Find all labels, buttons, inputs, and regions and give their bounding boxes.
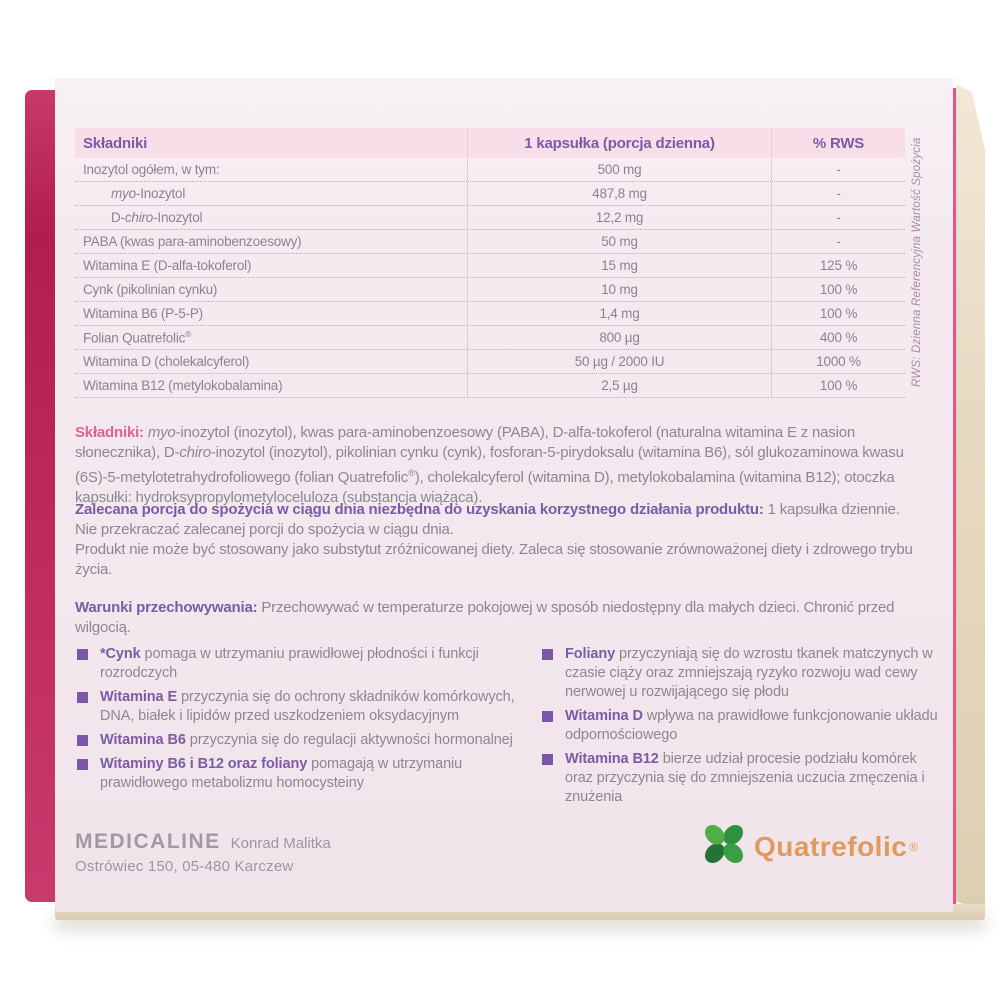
benefit-lead: *Cynk xyxy=(100,646,141,662)
benefit-item xyxy=(75,645,523,683)
text-part: PABA (kwas para-aminobenzoesowy) xyxy=(83,234,302,249)
benefit-text xyxy=(100,755,523,793)
bullet-square-icon xyxy=(542,754,553,765)
benefit-text xyxy=(565,645,939,702)
manufacturer-row xyxy=(75,830,331,854)
cell-amount: 487,8 mg xyxy=(467,182,771,205)
text-part: -Inozytol xyxy=(153,210,203,225)
clover-icon xyxy=(700,820,748,873)
cell-rws: 100 % xyxy=(771,374,905,397)
cell-amount: 12,2 mg xyxy=(467,206,771,229)
table-row xyxy=(75,350,905,374)
text-part: Inozytol ogółem, w tym: xyxy=(83,162,220,177)
cell-rws: - xyxy=(771,230,905,253)
benefit-rest: wpływa na prawidłowe funkcjonowanie układu odpornościowego xyxy=(565,708,938,743)
bullet-square-icon xyxy=(77,649,88,660)
cell-rws: - xyxy=(771,182,905,205)
benefit-rest: pomaga w utrzymaniu prawidłowej płodności i funkcji rozrodczych xyxy=(100,646,479,681)
ingredients-label: Składniki: xyxy=(75,424,144,441)
benefit-rest: przyczynia się do regulacji aktywności hormonalnej xyxy=(185,732,513,748)
bullet-square-icon xyxy=(77,692,88,703)
header-per-capsule: 1 kapsułka (porcja dzienna) xyxy=(467,128,771,158)
manufacturer-block xyxy=(75,830,331,875)
dosage-line-1-rest: 1 kapsułka dziennie. xyxy=(763,501,900,518)
dosage-label: Zalecana porcja do spożycia w ciągu dnia niezbędna do uzyskania korzystnego działania produktu: xyxy=(75,501,764,518)
dosage-paragraph xyxy=(75,500,939,580)
cell-rws: 125 % xyxy=(771,254,905,277)
text-part: Cynk (pikolinian cynku) xyxy=(83,282,218,297)
cell-ingredient xyxy=(75,378,467,393)
header-ingredient: Składniki xyxy=(83,134,148,152)
ingredients-text xyxy=(75,424,904,506)
cell-ingredient xyxy=(75,306,467,321)
text-part: ® xyxy=(408,468,415,478)
table-row xyxy=(75,230,905,254)
cell-ingredient xyxy=(75,234,467,249)
nutrition-table xyxy=(75,128,905,398)
box-right-flap xyxy=(956,84,985,910)
registered-trademark-icon: ® xyxy=(909,839,919,854)
cell-amount: 15 mg xyxy=(467,254,771,277)
cell-amount: 800 µg xyxy=(467,326,771,349)
benefit-text xyxy=(100,731,513,750)
cell-rws: - xyxy=(771,158,905,181)
cell-rws: 1000 % xyxy=(771,350,905,373)
bullet-square-icon xyxy=(542,711,553,722)
cell-ingredient xyxy=(75,210,467,225)
text-part: chiro xyxy=(124,210,154,225)
benefit-item xyxy=(75,731,523,750)
benefit-lead: Witaminy B6 i B12 oraz foliany xyxy=(100,756,308,772)
text-part: ® xyxy=(185,329,192,340)
table-row xyxy=(75,182,905,206)
benefit-lead: Witamina B6 xyxy=(100,732,186,748)
text-part: -inozytol (inozytol), kwas para-aminobenzoesowy (PABA), D-alfa-tokoferol (naturalna witamina E z nasion słonecznika), D- xyxy=(75,424,855,461)
benefit-item xyxy=(540,750,939,807)
benefit-lead: Witamina E xyxy=(100,689,178,705)
benefit-lead: Witamina B12 xyxy=(565,751,659,767)
bullet-square-icon xyxy=(77,759,88,770)
cell-ingredient xyxy=(75,354,467,369)
cell-amount: 2,5 µg xyxy=(467,374,771,397)
box-left-edge xyxy=(25,90,56,902)
storage-label: Warunki przechowywania: xyxy=(75,599,258,616)
cell-ingredient xyxy=(75,329,467,346)
cell-rws: - xyxy=(771,206,905,229)
table-row xyxy=(75,278,905,302)
table-row xyxy=(75,326,905,350)
cell-ingredient xyxy=(75,186,467,201)
cell-amount: 50 µg / 2000 IU xyxy=(467,350,771,373)
cell-rws: 100 % xyxy=(771,302,905,325)
benefit-text xyxy=(100,688,523,726)
ingredients-paragraph xyxy=(75,423,939,508)
cell-amount: 50 mg xyxy=(467,230,771,253)
benefit-item xyxy=(540,707,939,745)
header-rws: % RWS xyxy=(771,128,905,158)
storage-text: Przechowywać w temperaturze pokojowej w sposób niedostępny dla małych dzieci. Chronić przed wilgocią. xyxy=(75,599,895,636)
cell-amount: 10 mg xyxy=(467,278,771,301)
benefit-item xyxy=(75,755,523,793)
benefit-rest: przyczynia się do ochrony składników komórkowych, DNA, białek i lipidów przed uszkodzeniem oksydacyjnym xyxy=(100,689,515,724)
cell-rws: 400 % xyxy=(771,326,905,349)
text-part: ), cholekalcyferol (witamina D), metylokobalamina (witamina B12); otoczka kapsułki: hydroksypropylometyloceluloza (substancja wiążąca). xyxy=(75,469,895,506)
text-part: D- xyxy=(111,210,125,225)
text-part: Witamina E (D-alfa-tokoferol) xyxy=(83,258,252,273)
benefit-text xyxy=(565,707,939,745)
benefit-item xyxy=(540,645,939,702)
dosage-line-2: Nie przekraczać zalecanej porcji do spożycia w ciągu dnia. xyxy=(75,521,454,538)
table-row xyxy=(75,302,905,326)
text-part: myo xyxy=(147,424,176,441)
text-part: -Inozytol xyxy=(135,186,186,201)
table-body xyxy=(75,158,905,398)
benefit-item xyxy=(75,688,523,726)
cell-ingredient xyxy=(75,282,467,297)
nutrition-table-header xyxy=(75,128,905,158)
table-row xyxy=(75,158,905,182)
benefit-text xyxy=(565,750,939,807)
storage-paragraph xyxy=(75,598,939,638)
text-part: Witamina B6 (P-5-P) xyxy=(83,306,203,321)
text-part: Witamina B12 (metylokobalamina) xyxy=(83,378,283,393)
table-row xyxy=(75,374,905,398)
quatrefolic-wordmark: Quatrefolic xyxy=(754,830,908,862)
bullet-square-icon xyxy=(77,735,88,746)
benefit-rest: przyczyniają się do wzrostu tkanek matczynych w czasie ciąży oraz zmniejszają ryzyko rozwoju wad cewy nerwowej u rozwijającego się płodu xyxy=(565,646,933,700)
cell-amount: 1,4 mg xyxy=(467,302,771,325)
cell-ingredient xyxy=(75,258,467,273)
dosage-line-3: Produkt nie może być stosowany jako substytut zróżnicowanej diety. Zaleca się stosowanie zrównoważonej diety i zdrowego trybu życia. xyxy=(75,541,913,578)
text-part: Witamina D (cholekalcyferol) xyxy=(83,354,250,369)
cell-rws: 100 % xyxy=(771,278,905,301)
text-part: myo xyxy=(111,186,136,201)
dosage-line-1 xyxy=(75,500,939,520)
supplement-box-back-panel xyxy=(25,78,985,924)
text-part: -inozytol (inozytol), pikolinian cynku (cynk), fosforan-5-pirydoksalu (witamina B6), sól glukozaminowa kwasu (6S)-5-metylotetrahydrofoliowego (folian Quatrefolic xyxy=(75,444,904,486)
text-part: chiro xyxy=(179,444,211,461)
table-row xyxy=(75,206,905,230)
bullet-square-icon xyxy=(542,649,553,660)
benefits-column-left xyxy=(75,645,523,812)
label-panel xyxy=(55,78,953,912)
benefits-column-right xyxy=(540,645,939,812)
text-part: Folian Quatrefolic xyxy=(83,330,186,346)
rws-side-note: RWS: Dzienna Referencyjna Wartość Spożycia xyxy=(911,137,923,387)
benefit-text xyxy=(100,645,523,683)
benefit-rest: pomagają w utrzymaniu prawidłowego metabolizmu homocysteiny xyxy=(100,756,463,791)
cell-amount: 500 mg xyxy=(467,158,771,181)
quatrefolic-logo xyxy=(700,820,918,873)
benefits-section xyxy=(75,645,939,812)
manufacturer-person: Konrad Malitka xyxy=(230,835,331,852)
table-row xyxy=(75,254,905,278)
benefit-rest: bierze udział procesie podziału komórek oraz przyczynia się do zmniejszenia uczucia zmęczenia i znużenia xyxy=(565,751,925,805)
medicaline-logo: MEDICALINE xyxy=(75,830,221,853)
benefit-lead: Witamina D xyxy=(565,708,643,724)
manufacturer-address: Ostrówiec 150, 05-480 Karczew xyxy=(75,858,294,875)
benefit-lead: Foliany xyxy=(565,646,616,662)
cell-ingredient xyxy=(75,162,467,177)
